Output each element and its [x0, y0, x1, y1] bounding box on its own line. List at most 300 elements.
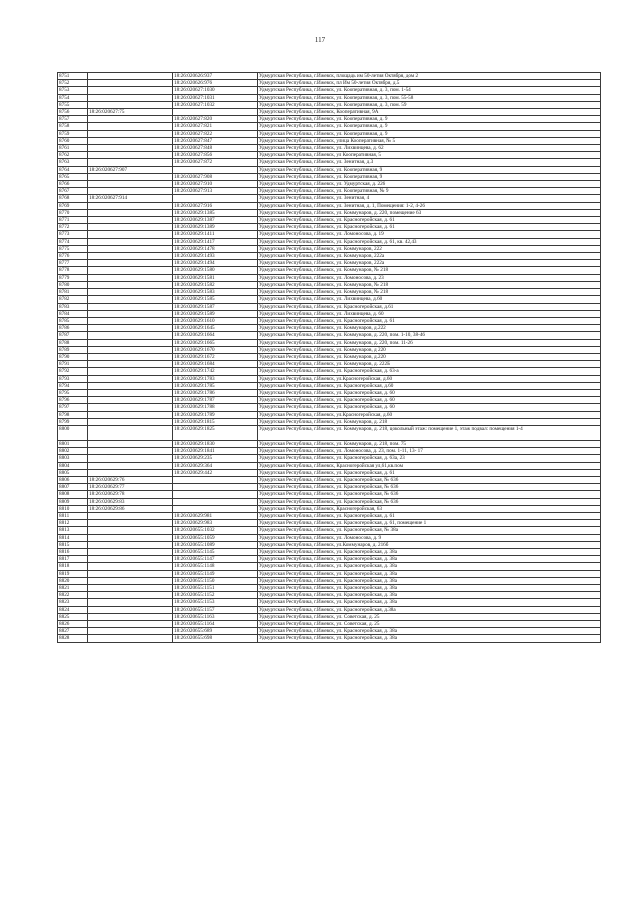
- land-cadastral-number-cell: [88, 585, 173, 592]
- page-number: 117: [314, 36, 326, 44]
- table-row: [58, 281, 601, 288]
- object-cadastral-number-cell: 18:26:020629:1785: [173, 382, 258, 389]
- row-number-cell: 8793: [58, 375, 88, 382]
- land-cadastral-number-cell: [88, 621, 173, 628]
- address-cell: Удмуртская Республика, г.Ижевск, улица Кооперативная, № 5: [258, 137, 601, 144]
- object-cadastral-number-cell: 18:26:020627:1031: [173, 94, 258, 101]
- table-row: [58, 325, 601, 332]
- table-row: [58, 512, 601, 519]
- object-cadastral-number-cell: 18:26:020629:1494: [173, 260, 258, 267]
- row-number-cell: 8778: [58, 267, 88, 274]
- object-cadastral-number-cell: 18:26:020629:1789: [173, 411, 258, 418]
- table-row: [58, 94, 601, 101]
- row-number-cell: 8776: [58, 253, 88, 260]
- row-number-cell: 8784: [58, 310, 88, 317]
- row-number-cell: 8785: [58, 317, 88, 324]
- row-number-cell: 8764: [58, 166, 88, 173]
- land-cadastral-number-cell: 18:26:020629:86: [88, 505, 173, 512]
- address-cell: Удмуртская Республика, г.Ижевск, ул. Кооперативная, 9: [258, 166, 601, 173]
- address-cell: Удмуртская Республика, г.Ижевск, ул. Коммунаров, № 218: [258, 289, 601, 296]
- table-row: [58, 80, 601, 87]
- address-cell: Удмуртская Республика, г.Ижевск, ул. Коммунаров, 222а: [258, 253, 601, 260]
- row-number-cell: 8777: [58, 260, 88, 267]
- object-cadastral-number-cell: 18:26:020629:1417: [173, 238, 258, 245]
- row-number-cell: 8756: [58, 109, 88, 116]
- object-cadastral-number-cell: 18:26:020655:1145: [173, 549, 258, 556]
- land-cadastral-number-cell: [88, 368, 173, 375]
- land-cadastral-number-cell: [88, 245, 173, 252]
- row-number-cell: 8772: [58, 224, 88, 231]
- address-cell: Удмуртская Республика, г.Ижевск, ул. Красногеройская, № 636: [258, 498, 601, 505]
- object-cadastral-number-cell: 18:26:020627:820: [173, 116, 258, 123]
- land-cadastral-number-cell: [88, 224, 173, 231]
- land-cadastral-number-cell: [88, 628, 173, 635]
- land-cadastral-number-cell: [88, 116, 173, 123]
- land-cadastral-number-cell: [88, 455, 173, 462]
- table-row: [58, 166, 601, 173]
- address-cell: Удмуртская Республика, г.Ижевск, ул. Красногеройская, д. 38а: [258, 563, 601, 570]
- address-cell: Удмуртская Республика, г.Ижевск, Кооперативная, 9А: [258, 109, 601, 116]
- land-cadastral-number-cell: [88, 94, 173, 101]
- address-cell: Удмуртская Республика, г.Ижевск, ул. Красногеройская, № 38а: [258, 527, 601, 534]
- object-cadastral-number-cell: 18:26:020655:1059: [173, 534, 258, 541]
- row-number-cell: 8790: [58, 353, 88, 360]
- land-cadastral-number-cell: [88, 231, 173, 238]
- land-cadastral-number-cell: [88, 353, 173, 360]
- object-cadastral-number-cell: 18:26:020629:1841: [173, 448, 258, 455]
- land-cadastral-number-cell: [88, 87, 173, 94]
- address-cell: Удмуртская Республика, г.Ижевск, ул. Красногеройская, д. 61, помещение 1: [258, 520, 601, 527]
- land-cadastral-number-cell: [88, 375, 173, 382]
- object-cadastral-number-cell: [173, 505, 258, 512]
- address-cell: Удмуртская Республика, г.Ижевск, ул Кооперативная, 5: [258, 152, 601, 159]
- land-cadastral-number-cell: [88, 462, 173, 469]
- object-cadastral-number-cell: 18:26:020629:983: [173, 520, 258, 527]
- table-row: [58, 534, 601, 541]
- row-number-cell: 8827: [58, 628, 88, 635]
- table-row: [58, 289, 601, 296]
- address-cell: Удмуртская Республика, г.Ижевск, ул. Красногеройская, д. 60: [258, 389, 601, 396]
- address-cell: Удмуртская Республика, г.Ижевск, ул. Красногеройская, д. 38а: [258, 635, 601, 642]
- object-cadastral-number-cell: 18:26:020629:1610: [173, 317, 258, 324]
- object-cadastral-number-cell: 18:26:020629:1787: [173, 397, 258, 404]
- land-cadastral-number-cell: 18:26:020627:914: [88, 195, 173, 202]
- object-cadastral-number-cell: 18:26:020629:981: [173, 512, 258, 519]
- address-cell: Удмуртская Республика, г.Ижевск, ул. Ломоносова, д. 9: [258, 534, 601, 541]
- address-cell: Удмуртская Республика, г.Ижевск, ул. Советская, д. 25: [258, 613, 601, 620]
- land-cadastral-number-cell: [88, 592, 173, 599]
- address-cell: Удмуртская Республика, г.Ижевск, ул. Красногеройская, д. 38а: [258, 577, 601, 584]
- land-cadastral-number-cell: [88, 512, 173, 519]
- table-row: [58, 621, 601, 628]
- row-number-cell: 8809: [58, 498, 88, 505]
- table-row: [58, 361, 601, 368]
- row-number-cell: 8787: [58, 332, 88, 339]
- row-number-cell: 8761: [58, 145, 88, 152]
- object-cadastral-number-cell: 18:26:020627:872: [173, 159, 258, 166]
- table-row: [58, 527, 601, 534]
- row-number-cell: 8755: [58, 101, 88, 108]
- address-cell: Удмуртская Республика, г.Ижевск, ул. Красногеройская, д. 38а: [258, 599, 601, 606]
- table-row: [58, 628, 601, 635]
- table-row: [58, 224, 601, 231]
- land-cadastral-number-cell: 18:26:020627:907: [88, 166, 173, 173]
- address-cell: Удмуртская Республика, г.Ижевск, ул. Красногеройская, д.61: [258, 303, 601, 310]
- land-cadastral-number-cell: [88, 339, 173, 346]
- table-row: [58, 209, 601, 216]
- table-row: [58, 87, 601, 94]
- address-cell: Удмуртская Республика, г.Ижевск, ул. Красногеройская, д. 38а: [258, 570, 601, 577]
- table-row: [58, 520, 601, 527]
- land-cadastral-number-cell: [88, 332, 173, 339]
- object-cadastral-number-cell: 18:26:020629:1670: [173, 346, 258, 353]
- table-row: [58, 346, 601, 353]
- land-cadastral-number-cell: 18:26:020629:77: [88, 484, 173, 491]
- row-number-cell: 8765: [58, 173, 88, 180]
- object-cadastral-number-cell: 18:26:020629:1478: [173, 245, 258, 252]
- row-number-cell: 8828: [58, 635, 88, 642]
- table-row: [58, 188, 601, 195]
- table-row: [58, 469, 601, 476]
- land-cadastral-number-cell: [88, 209, 173, 216]
- land-cadastral-number-cell: [88, 534, 173, 541]
- address-cell: Удмуртская Республика, г.Ижевск, ул. Красногеройская, д. 61: [258, 217, 601, 224]
- object-cadastral-number-cell: 18:26:020629:1788: [173, 404, 258, 411]
- land-cadastral-number-cell: [88, 101, 173, 108]
- registry-body: [58, 73, 601, 643]
- table-row: [58, 484, 601, 491]
- land-cadastral-number-cell: [88, 267, 173, 274]
- row-number-cell: 8754: [58, 94, 88, 101]
- table-row: [58, 599, 601, 606]
- address-cell: Удмуртская Республика, г.Ижевск, ул. Советская, д. 25: [258, 621, 601, 628]
- address-cell: Удмуртская Республика, г.Ижевск, ул. Коммунаров, № 218: [258, 267, 601, 274]
- land-cadastral-number-cell: [88, 635, 173, 642]
- row-number-cell: 8813: [58, 527, 88, 534]
- table-row: [58, 570, 601, 577]
- object-cadastral-number-cell: 18:26:020629:1786: [173, 389, 258, 396]
- land-cadastral-number-cell: [88, 253, 173, 260]
- object-cadastral-number-cell: 18:26:020629:1411: [173, 231, 258, 238]
- row-number-cell: 8791: [58, 361, 88, 368]
- address-cell: Удмуртская Республика, г.Ижевск, ул. Красногеройская, д. 63а, 23: [258, 455, 601, 462]
- object-cadastral-number-cell: [173, 498, 258, 505]
- land-cadastral-number-cell: 18:26:020627:75: [88, 109, 173, 116]
- row-number-cell: 8811: [58, 512, 88, 519]
- row-number-cell: 8752: [58, 80, 88, 87]
- object-cadastral-number-cell: 18:26:020629:1664: [173, 332, 258, 339]
- land-cadastral-number-cell: [88, 541, 173, 548]
- row-number-cell: 8798: [58, 411, 88, 418]
- table-row: [58, 274, 601, 281]
- row-number-cell: 8825: [58, 613, 88, 620]
- table-row: [58, 195, 601, 202]
- table-row: [58, 231, 601, 238]
- table-row: [58, 498, 601, 505]
- object-cadastral-number-cell: 18:26:020629:1583: [173, 289, 258, 296]
- table-row: [58, 202, 601, 209]
- row-number-cell: 8822: [58, 592, 88, 599]
- object-cadastral-number-cell: 18:26:020629:1684: [173, 361, 258, 368]
- object-cadastral-number-cell: 18:26:020655:1147: [173, 556, 258, 563]
- table-row: [58, 368, 601, 375]
- row-number-cell: 8780: [58, 281, 88, 288]
- object-cadastral-number-cell: 18:26:020627:1030: [173, 87, 258, 94]
- land-cadastral-number-cell: [88, 152, 173, 159]
- address-cell: Удмуртская Республика, г.Ижевск, ул. Коммунаров, д. 220, пом. 11-26: [258, 339, 601, 346]
- object-cadastral-number-cell: 18:26:020627:910: [173, 181, 258, 188]
- address-cell: Удмуртская Республика, г.Ижевск, ул. Коммунаров, д. 222Б: [258, 361, 601, 368]
- object-cadastral-number-cell: 18:26:020629:1665: [173, 339, 258, 346]
- object-cadastral-number-cell: 18:26:020629:1585: [173, 296, 258, 303]
- row-number-cell: 8767: [58, 188, 88, 195]
- object-cadastral-number-cell: 18:26:020629:1815: [173, 418, 258, 425]
- object-cadastral-number-cell: 18:26:020626:937: [173, 73, 258, 80]
- address-cell: Удмуртская Республика, г.Ижевск, ул. Коммунаров, 222: [258, 245, 601, 252]
- land-cadastral-number-cell: [88, 296, 173, 303]
- table-row: [58, 332, 601, 339]
- address-cell: Удмуртская Республика, г.Ижевск, ул. Кооперативная, 9: [258, 173, 601, 180]
- object-cadastral-number-cell: 18:26:020655:1150: [173, 577, 258, 584]
- row-number-cell: 8804: [58, 462, 88, 469]
- land-cadastral-number-cell: [88, 260, 173, 267]
- address-cell: Удмуртская Республика, г.Ижевск, ул. Кооперативная, д. 3, пом. 55-58: [258, 94, 601, 101]
- address-cell: Удмуртская Республика, г.Ижевск, Красногеройская, 63: [258, 505, 601, 512]
- object-cadastral-number-cell: 18:26:020629:1389: [173, 224, 258, 231]
- table-row: [58, 382, 601, 389]
- table-row: [58, 260, 601, 267]
- address-cell: Удмуртская Республика, г.Ижевск, ул. Красногеройская, д. 61, кв. 42,43: [258, 238, 601, 245]
- land-cadastral-number-cell: [88, 310, 173, 317]
- land-cadastral-number-cell: [88, 556, 173, 563]
- table-row: [58, 448, 601, 455]
- object-cadastral-number-cell: 18:26:020627:821: [173, 123, 258, 130]
- table-row: [58, 238, 601, 245]
- row-number-cell: 8824: [58, 606, 88, 613]
- land-cadastral-number-cell: [88, 217, 173, 224]
- address-cell: Удмуртская Республика, г.Ижевск, ул. Лихвинцева, д.60: [258, 296, 601, 303]
- table-row: [58, 425, 601, 440]
- table-row: [58, 310, 601, 317]
- object-cadastral-number-cell: [173, 476, 258, 483]
- table-row: [58, 137, 601, 144]
- row-number-cell: 8773: [58, 231, 88, 238]
- object-cadastral-number-cell: 18:26:020655:1163: [173, 613, 258, 620]
- land-cadastral-number-cell: [88, 418, 173, 425]
- land-cadastral-number-cell: [88, 73, 173, 80]
- table-row: [58, 101, 601, 108]
- address-cell: Удмуртская Республика, г.Ижевск, ул. Кооперативная, д. 3, пом. 59: [258, 101, 601, 108]
- land-cadastral-number-cell: [88, 448, 173, 455]
- land-cadastral-number-cell: [88, 361, 173, 368]
- land-cadastral-number-cell: [88, 202, 173, 209]
- object-cadastral-number-cell: 18:26:020629:442: [173, 469, 258, 476]
- land-cadastral-number-cell: [88, 303, 173, 310]
- table-row: [58, 397, 601, 404]
- row-number-cell: 8783: [58, 303, 88, 310]
- row-number-cell: 8816: [58, 549, 88, 556]
- object-cadastral-number-cell: 18:26:020629:1582: [173, 281, 258, 288]
- address-cell: Удмуртская Республика, г.Ижевск, ул. Красногеройская, д.38а: [258, 606, 601, 613]
- row-number-cell: 8808: [58, 491, 88, 498]
- table-row: [58, 606, 601, 613]
- object-cadastral-number-cell: [173, 484, 258, 491]
- table-row: [58, 173, 601, 180]
- row-number-cell: 8801: [58, 440, 88, 447]
- land-cadastral-number-cell: [88, 80, 173, 87]
- address-cell: Удмуртская Республика, г.Ижевск, ул. Кооперативная, д. 3, пом. 1-54: [258, 87, 601, 94]
- address-cell: Удмуртская Республика, г.Ижевск, ул. Коммунаров, д 220: [258, 346, 601, 353]
- object-cadastral-number-cell: 18:26:020629:1387: [173, 217, 258, 224]
- land-cadastral-number-cell: [88, 325, 173, 332]
- land-cadastral-number-cell: [88, 469, 173, 476]
- row-number-cell: 8769: [58, 202, 88, 209]
- row-number-cell: 8814: [58, 534, 88, 541]
- object-cadastral-number-cell: [173, 166, 258, 173]
- object-cadastral-number-cell: 18:26:020629:1385: [173, 209, 258, 216]
- row-number-cell: 8805: [58, 469, 88, 476]
- object-cadastral-number-cell: 18:26:020629:1645: [173, 325, 258, 332]
- land-cadastral-number-cell: 18:26:020629:83: [88, 498, 173, 505]
- address-cell: Удмуртская Республика, г.Ижевск, ул. Кооперативная, № 9: [258, 188, 601, 195]
- object-cadastral-number-cell: 18:26:020629:1825: [173, 425, 258, 440]
- address-cell: Удмуртская Республика, г.Ижевск, ул. Красногеройская, д. 61: [258, 317, 601, 324]
- address-cell: Удмуртская Республика, г.Ижевск, ул. Коммунаров, д. 220, пом. 1-10, 38-46: [258, 332, 601, 339]
- row-number-cell: 8796: [58, 397, 88, 404]
- land-cadastral-number-cell: [88, 520, 173, 527]
- address-cell: Удмуртская Республика, г.Ижевск, ул. Красногеройская, д. 61: [258, 469, 601, 476]
- table-row: [58, 145, 601, 152]
- object-cadastral-number-cell: 18:26:020629:1672: [173, 353, 258, 360]
- table-row: [58, 491, 601, 498]
- object-cadastral-number-cell: 18:26:020629:235: [173, 455, 258, 462]
- object-cadastral-number-cell: 18:26:020655:689: [173, 628, 258, 635]
- row-number-cell: 8786: [58, 325, 88, 332]
- land-cadastral-number-cell: [88, 577, 173, 584]
- object-cadastral-number-cell: [173, 491, 258, 498]
- table-row: [58, 549, 601, 556]
- table-row: [58, 181, 601, 188]
- row-number-cell: 8760: [58, 137, 88, 144]
- land-cadastral-number-cell: 18:26:020629:78: [88, 491, 173, 498]
- object-cadastral-number-cell: 18:26:020627:856: [173, 152, 258, 159]
- address-cell: Удмуртская Республика, г.Ижевск, ул. Коммунаров, д. 218: [258, 418, 601, 425]
- row-number-cell: 8792: [58, 368, 88, 375]
- land-cadastral-number-cell: [88, 159, 173, 166]
- land-cadastral-number-cell: [88, 389, 173, 396]
- table-row: [58, 476, 601, 483]
- land-cadastral-number-cell: [88, 411, 173, 418]
- table-row: [58, 585, 601, 592]
- land-cadastral-number-cell: [88, 130, 173, 137]
- address-cell: Удмуртская Республика, г.Ижевск, ул. Ломоносова, д. 19: [258, 231, 601, 238]
- address-cell: Удмуртская Республика, г.Ижевск, ул.Коммунаров, д. 216б: [258, 541, 601, 548]
- land-cadastral-number-cell: [88, 527, 173, 534]
- object-cadastral-number-cell: 18:26:020655:698: [173, 635, 258, 642]
- object-cadastral-number-cell: 18:26:020655:1152: [173, 592, 258, 599]
- address-cell: Удмуртская Республика, г.Ижевск, Красногеройская ул,61,кв.пом: [258, 462, 601, 469]
- row-number-cell: 8757: [58, 116, 88, 123]
- row-number-cell: 8823: [58, 599, 88, 606]
- object-cadastral-number-cell: 18:26:020629:1783: [173, 375, 258, 382]
- row-number-cell: 8779: [58, 274, 88, 281]
- row-number-cell: 8759: [58, 130, 88, 137]
- land-cadastral-number-cell: [88, 123, 173, 130]
- object-cadastral-number-cell: 18:26:020655:1032: [173, 527, 258, 534]
- table-row: [58, 577, 601, 584]
- address-cell: Удмуртская Республика, г.Ижевск, пл Им 50-летия Октября, д.5: [258, 80, 601, 87]
- row-number-cell: 8771: [58, 217, 88, 224]
- table-row: [58, 389, 601, 396]
- land-cadastral-number-cell: [88, 145, 173, 152]
- address-cell: Удмуртская Республика, г.Ижевск, ул. Удмуртская, д. 226: [258, 181, 601, 188]
- table-row: [58, 353, 601, 360]
- address-cell: Удмуртская Республика, г.Ижевск, ул. Кооперативная, д. 9: [258, 116, 601, 123]
- address-cell: Удмуртская Республика, г.Ижевск, ул. Зенитная, д.3: [258, 159, 601, 166]
- table-row: [58, 404, 601, 411]
- row-number-cell: 8770: [58, 209, 88, 216]
- address-cell: Удмуртская Республика, г.Ижевск, ул. Красногеройская, д. 61: [258, 224, 601, 231]
- land-cadastral-number-cell: [88, 137, 173, 144]
- land-cadastral-number-cell: [88, 570, 173, 577]
- row-number-cell: 8762: [58, 152, 88, 159]
- table-row: [58, 303, 601, 310]
- land-cadastral-number-cell: [88, 346, 173, 353]
- row-number-cell: 8782: [58, 296, 88, 303]
- address-cell: Удмуртская Республика, г.Ижевск, ул. Ломоносова, д. 23: [258, 274, 601, 281]
- land-cadastral-number-cell: [88, 382, 173, 389]
- table-row: [58, 317, 601, 324]
- row-number-cell: 8807: [58, 484, 88, 491]
- object-cadastral-number-cell: 18:26:020655:1153: [173, 599, 258, 606]
- address-cell: Удмуртская Республика, г.Ижевск, ул. Коммунаров, д. 218, пом. 75: [258, 440, 601, 447]
- table-row: [58, 375, 601, 382]
- land-cadastral-number-cell: [88, 563, 173, 570]
- table-row: [58, 505, 601, 512]
- object-cadastral-number-cell: 18:26:020655:1164: [173, 621, 258, 628]
- object-cadastral-number-cell: 18:26:020655:1089: [173, 541, 258, 548]
- row-number-cell: 8774: [58, 238, 88, 245]
- object-cadastral-number-cell: 18:26:020629:1493: [173, 253, 258, 260]
- table-row: [58, 563, 601, 570]
- row-number-cell: 8758: [58, 123, 88, 130]
- row-number-cell: 8768: [58, 195, 88, 202]
- row-number-cell: 8826: [58, 621, 88, 628]
- land-cadastral-number-cell: [88, 425, 173, 440]
- object-cadastral-number-cell: 18:26:020627:908: [173, 173, 258, 180]
- land-cadastral-number-cell: [88, 317, 173, 324]
- table-row: [58, 592, 601, 599]
- row-number-cell: 8753: [58, 87, 88, 94]
- land-cadastral-number-cell: [88, 289, 173, 296]
- row-number-cell: 8818: [58, 563, 88, 570]
- table-row: [58, 339, 601, 346]
- land-cadastral-number-cell: [88, 173, 173, 180]
- object-cadastral-number-cell: [173, 195, 258, 202]
- address-cell: Удмуртская Республика, г.Ижевск, ул. Красногеройская, № 636: [258, 491, 601, 498]
- object-cadastral-number-cell: 18:26:020626:976: [173, 80, 258, 87]
- address-cell: Удмуртская Республика, г.Ижевск, ул. Коммунаров, д. 220, помещение 63: [258, 209, 601, 216]
- object-cadastral-number-cell: 18:26:020629:1830: [173, 440, 258, 447]
- row-number-cell: 8775: [58, 245, 88, 252]
- address-cell: Удмуртская Республика, г.Ижевск, ул. Коммунаров, № 218: [258, 281, 601, 288]
- address-cell: Удмуртская Республика, г.Ижевск, ул. Красногеройская, № 636: [258, 484, 601, 491]
- land-cadastral-number-cell: [88, 440, 173, 447]
- table-row: [58, 455, 601, 462]
- row-number-cell: 8802: [58, 448, 88, 455]
- land-cadastral-number-cell: [88, 606, 173, 613]
- land-cadastral-number-cell: [88, 397, 173, 404]
